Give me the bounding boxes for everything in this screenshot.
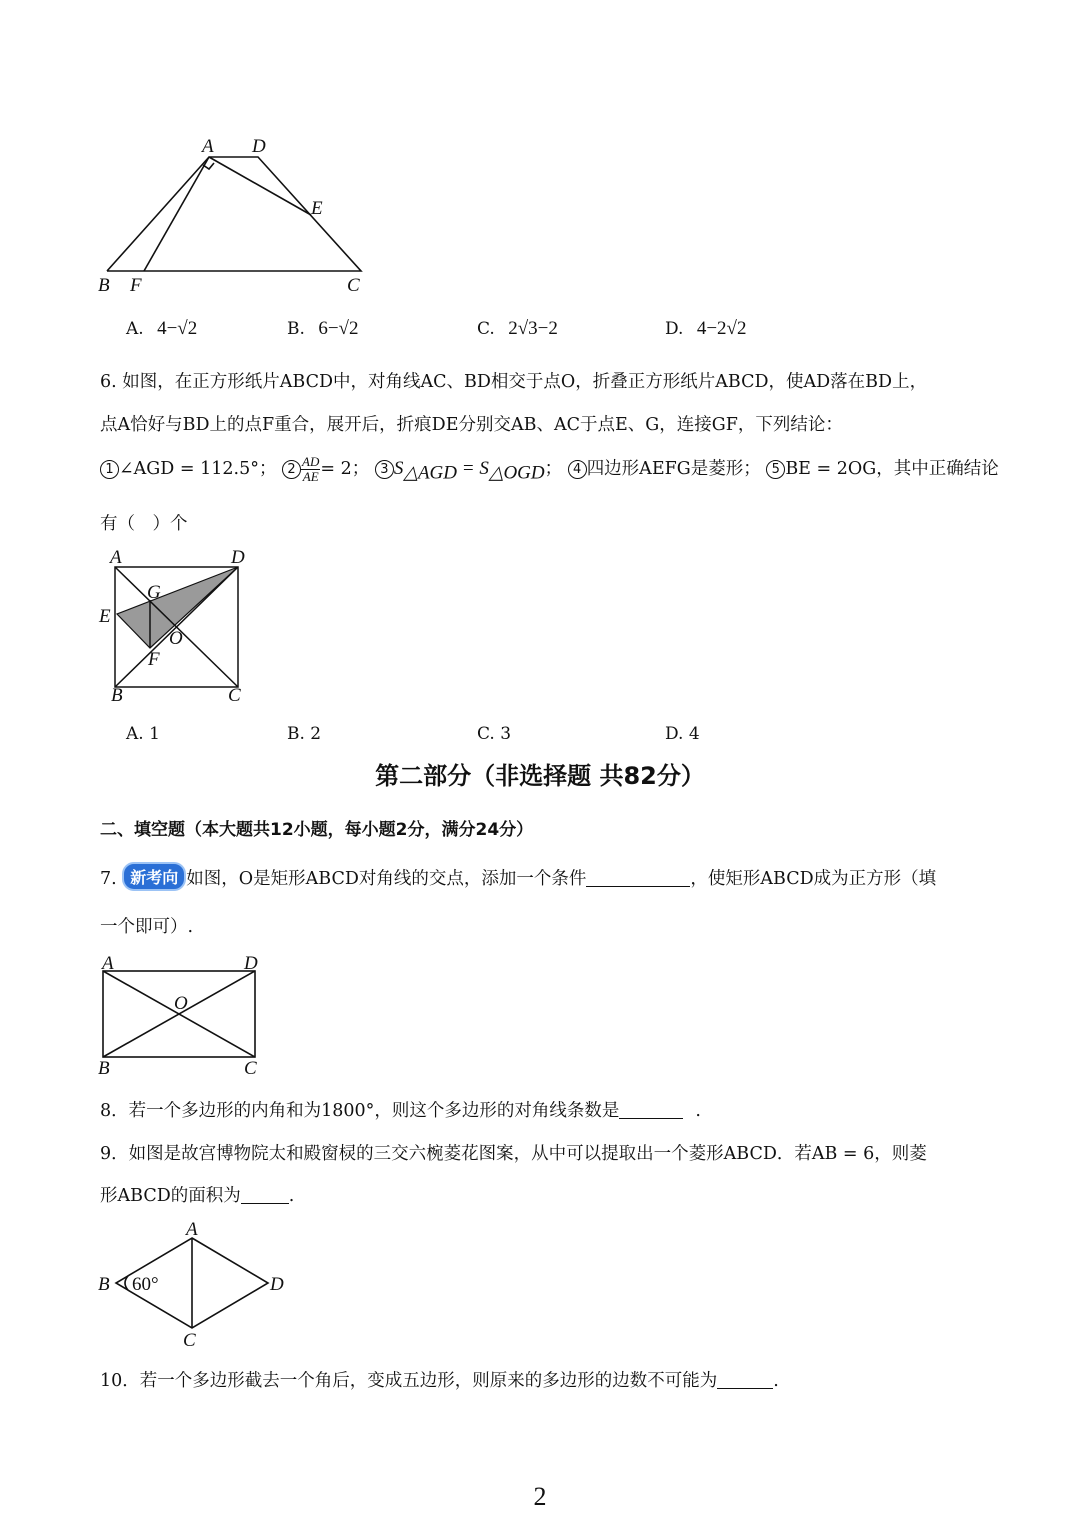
conclusion-4: 四边形AEFG是菱形； — [586, 459, 761, 479]
circled-number: 3 — [375, 460, 394, 479]
label-B: B — [98, 1274, 110, 1295]
label-D: D — [244, 953, 258, 974]
option-letter: B. — [287, 319, 305, 339]
q6-line-1: 6. 如图，在正方形纸片ABCD中，对角线AC、BD相交于点O，折叠正方形纸片ABCD，使AD落在BD上， — [100, 372, 928, 392]
q5-trapezoid-figure — [90, 128, 390, 300]
q9-line-2 — [100, 1182, 294, 1207]
label-D: D — [231, 547, 245, 568]
label-C: C — [183, 1330, 196, 1351]
q10-line — [100, 1367, 779, 1392]
label-F: F — [148, 649, 160, 670]
label-C: C — [244, 1058, 257, 1079]
conclusion-3-s1: S — [393, 458, 404, 479]
q6-option-d: D. 4 — [665, 724, 700, 744]
label-D: D — [270, 1274, 284, 1295]
label-A: A — [110, 547, 122, 568]
q6-line-4: 有（ ）个 — [100, 514, 188, 534]
label-B: B — [98, 275, 110, 296]
label-C: C — [347, 275, 360, 296]
angle-label: 60° — [132, 1274, 159, 1295]
option-value: 4−√2 — [157, 318, 198, 339]
q5-option-c — [477, 318, 558, 340]
q7-rectangle-figure — [92, 952, 272, 1080]
label-E: E — [311, 198, 323, 219]
q8-line — [100, 1097, 701, 1122]
conclusion-3-eq: = S — [457, 458, 489, 479]
label-O: O — [174, 993, 188, 1014]
conclusion-2: = 2； — [320, 459, 370, 479]
q9-rhombus-figure — [92, 1218, 292, 1352]
q6-option-a: A. 1 — [126, 724, 160, 744]
circled-number: 5 — [766, 460, 785, 479]
q7-text-a: 如图，O是矩形ABCD对角线的交点，添加一个条件 — [186, 869, 587, 889]
fraction-ad-ae — [301, 455, 320, 484]
part2-heading: 第二部分（非选择题 共82分） — [375, 762, 705, 790]
circled-number: 2 — [282, 460, 301, 479]
q7-line-1 — [100, 862, 936, 891]
q6-line-2: 点A恰好与BD上的点F重合，展开后，折痕DE分别交AB、AC于点E、G，连接GF，下列结论： — [100, 415, 843, 435]
q7-text-b: ，使矩形ABCD成为正方形（填 — [690, 869, 937, 889]
option-letter: D. — [665, 319, 684, 339]
q6-line-3 — [100, 455, 999, 485]
q9-text: 形ABCD的面积为 — [100, 1186, 241, 1206]
conclusion-3-sub2: △OGD — [488, 462, 545, 484]
q6-square-figure — [92, 543, 262, 708]
q5-option-b — [287, 318, 358, 340]
new-direction-badge: 新考向 — [122, 862, 186, 891]
q8-end: . — [695, 1101, 701, 1121]
label-A: A — [186, 1219, 198, 1240]
q7-number: 7. — [100, 869, 117, 889]
q5-option-d — [665, 318, 747, 340]
page-number: 2 — [533, 1482, 547, 1511]
q6-option-c: C. 3 — [477, 724, 512, 744]
label-A: A — [202, 136, 214, 157]
q7-line-2: 一个即可）. — [100, 917, 194, 937]
segment-AE — [209, 157, 311, 215]
trapezoid-outline — [107, 157, 361, 271]
answer-blank[interactable] — [619, 1100, 683, 1119]
conclusion-3-end: ； — [544, 459, 563, 479]
label-E: E — [99, 606, 111, 627]
q6-option-b: B. 2 — [287, 724, 322, 744]
option-letter: A. — [126, 319, 144, 339]
label-B: B — [98, 1058, 110, 1079]
answer-blank[interactable] — [586, 868, 690, 887]
section2-title: 二、填空题（本大题共12小题，每小题2分，满分24分） — [100, 820, 534, 840]
q10-end: . — [773, 1371, 779, 1391]
circled-number: 1 — [100, 460, 119, 479]
fraction-numerator: AD — [302, 454, 320, 469]
q9-line-1: 9．如图是故宫博物院太和殿窗棂的三交六椀菱花图案，从中可以提取出一个菱形ABCD．若AB = 6，则菱 — [100, 1144, 927, 1164]
option-value: 2√3−2 — [508, 318, 558, 339]
answer-blank[interactable] — [241, 1185, 289, 1204]
circled-number: 4 — [568, 460, 587, 479]
answer-blank[interactable] — [717, 1370, 773, 1389]
q8-text: 8．若一个多边形的内角和为1800°，则这个多边形的对角线条数是 — [100, 1101, 620, 1121]
conclusion-1: ∠AGD = 112.5°； — [119, 459, 277, 479]
label-G: G — [147, 582, 161, 603]
q5-option-a — [126, 318, 197, 340]
label-C: C — [228, 685, 241, 706]
label-D: D — [252, 136, 266, 157]
conclusion-3-sub1: △AGD — [403, 462, 457, 484]
q9-end: . — [288, 1186, 295, 1206]
option-value: 4−2√2 — [696, 318, 747, 339]
option-letter: C. — [477, 319, 495, 339]
conclusion-5: BE = 2OG，其中正确结论 — [785, 459, 999, 479]
fraction-denominator: AE — [302, 469, 319, 484]
label-A: A — [102, 953, 114, 974]
q10-text: 10．若一个多边形截去一个角后，变成五边形，则原来的多边形的边数不可能为 — [100, 1371, 718, 1391]
label-B: B — [111, 685, 123, 706]
label-F: F — [130, 275, 142, 296]
segment-AF — [144, 157, 209, 271]
label-O: O — [169, 628, 183, 649]
option-value: 6−√2 — [318, 318, 359, 339]
